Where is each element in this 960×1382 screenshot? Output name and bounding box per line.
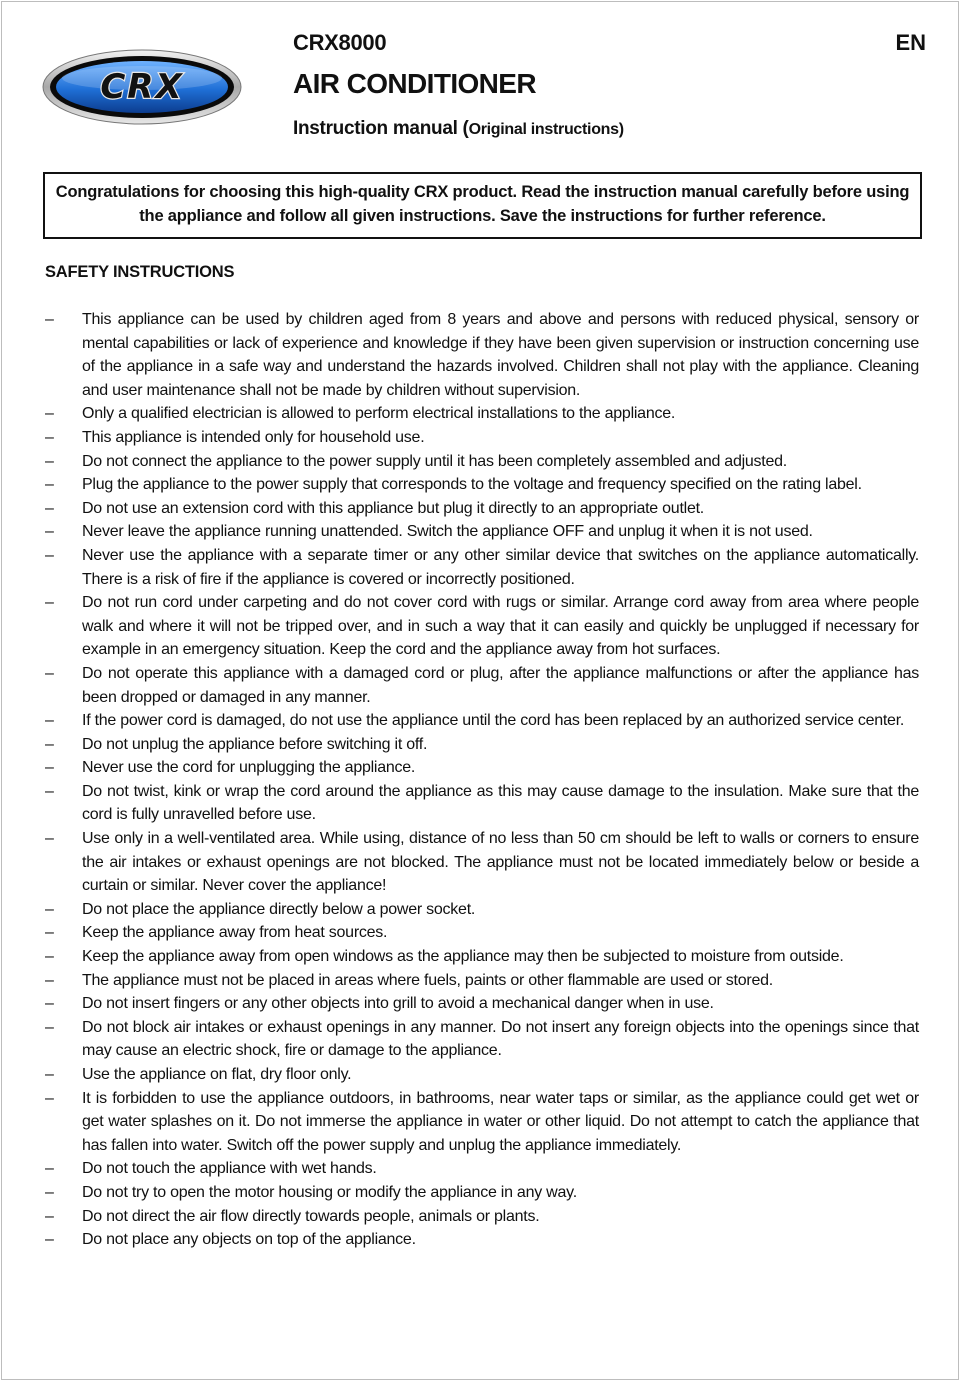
- list-bullet: –: [45, 1018, 54, 1036]
- list-bullet: –: [45, 452, 54, 470]
- safety-instruction-item: [45, 450, 919, 474]
- safety-instruction-item: [45, 921, 919, 945]
- safety-instruction-text: Only a qualified electrician is allowed to perform electrical installations to the appliance.: [82, 405, 676, 423]
- list-bullet: –: [45, 1089, 54, 1107]
- safety-instruction-item: [45, 308, 919, 402]
- document-page: [1, 1, 959, 1380]
- list-bullet: –: [45, 712, 54, 730]
- safety-instruction-item: [45, 662, 919, 709]
- safety-instruction-item: [45, 945, 919, 969]
- list-bullet: –: [45, 428, 54, 446]
- safety-instruction-item: [45, 426, 919, 450]
- safety-instruction-text: Do not place any objects on top of the appliance.: [82, 1231, 416, 1249]
- safety-instruction-item: [45, 591, 919, 662]
- safety-instruction-item: [45, 544, 919, 591]
- list-bullet: –: [45, 523, 54, 541]
- list-bullet: –: [45, 499, 54, 517]
- safety-instruction-text: Do not connect the appliance to the power supply until it has been completely assembled and adjusted.: [82, 452, 787, 470]
- list-bullet: –: [45, 594, 54, 612]
- list-bullet: –: [45, 948, 54, 966]
- manual-subtitle-main: Instruction manual (: [293, 118, 469, 139]
- safety-instruction-item: [45, 402, 919, 426]
- safety-instruction-item: [45, 733, 919, 757]
- list-bullet: –: [45, 900, 54, 918]
- safety-instruction-text: This appliance can be used by children aged from 8 years and above and persons with reduced physical, sensory or mental capabilities or lack of experience and knowledge if they have been given supervision or instruction concerning use of the appliance in a safe way and understand the hazards involved. Children shall not play with the appliance. Cleaning and user maintenance shall not be made by children without supervision.: [82, 311, 919, 399]
- safety-instructions-list: [45, 308, 919, 1252]
- safety-instruction-text: Keep the appliance away from open windows as the appliance may then be subjected to moisture from outside.: [82, 948, 844, 966]
- safety-instruction-item: [45, 709, 919, 733]
- crx-logo-text: CRX: [100, 67, 184, 107]
- safety-instruction-text: If the power cord is damaged, do not use the appliance until the cord has been replaced by an authorized service center.: [82, 712, 905, 730]
- list-bullet: –: [45, 759, 54, 777]
- safety-instruction-item: [45, 1063, 919, 1087]
- safety-instruction-text: Do not touch the appliance with wet hands.: [82, 1160, 377, 1178]
- list-bullet: –: [45, 664, 54, 682]
- list-bullet: –: [45, 1231, 54, 1249]
- list-bullet: –: [45, 476, 54, 494]
- safety-instruction-item: [45, 780, 919, 827]
- safety-instruction-text: Do not unplug the appliance before switching it off.: [82, 735, 428, 753]
- list-bullet: –: [45, 1183, 54, 1201]
- safety-instruction-text: Do not block air intakes or exhaust openings in any manner. Do not insert any foreign objects into the openings since that may cause an electric shock, fire or damage to the appliance.: [82, 1018, 919, 1060]
- congratulations-notice: Congratulations for choosing this high-quality CRX product. Read the instruction manual carefully before using the appliance and follow all given instructions. Save the instructions for further reference.: [43, 172, 922, 239]
- safety-instruction-text: It is forbidden to use the appliance outdoors, in bathrooms, near water taps or similar, as the appliance could get wet or get water splashes on it. Do not immerse the appliance in water or other liquid. Do not attempt to catch the appliance that has fallen into water. Switch off the power supply and unplug the appliance immediately.: [82, 1089, 919, 1154]
- safety-instruction-item: [45, 1016, 919, 1063]
- safety-instruction-text: Do not use an extension cord with this appliance but plug it directly to an appropriate outlet.: [82, 499, 704, 517]
- product-title: AIR CONDITIONER: [293, 68, 537, 99]
- safety-instruction-item: [45, 992, 919, 1016]
- safety-instruction-item: [45, 1228, 919, 1252]
- language-code: EN: [895, 30, 926, 55]
- list-bullet: –: [45, 1066, 54, 1083]
- safety-instruction-item: [45, 497, 919, 521]
- section-title-safety: SAFETY INSTRUCTIONS: [45, 263, 235, 281]
- safety-instruction-text: Do not run cord under carpeting and do not cover cord with rugs or similar. Arrange cord away from area where people walk and where it will not be tripped over, and in such a way that it can easily and quickly be unplugged if necessary for example in an emergency situation. Keep the cord and the appliance away from hot surfaces.: [82, 594, 919, 659]
- list-bullet: –: [45, 311, 54, 328]
- safety-instruction-text: Never use the appliance with a separate timer or any other similar device that switches on the appliance automatically. There is a risk of fire if the appliance is covered or incorrectly positioned.: [82, 546, 919, 588]
- safety-instruction-item: [45, 520, 919, 544]
- list-bullet: –: [45, 995, 54, 1013]
- safety-instruction-text: Do not insert fingers or any other objects into grill to avoid a mechanical danger when in use.: [82, 995, 714, 1013]
- safety-instruction-text: Do not place the appliance directly below a power socket.: [82, 900, 476, 918]
- safety-instruction-text: Use only in a well-ventilated area. While using, distance of no less than 50 cm should be left to walls or corners to ensure the air intakes or exhaust openings are not blocked. The appliance must not be located immediately below or beside a curtain or similar. Never cover the appliance!: [82, 830, 919, 895]
- safety-instruction-item: [45, 473, 919, 497]
- safety-instruction-text: Do not operate this appliance with a damaged cord or plug, after the appliance malfunctions or after the appliance has been dropped or damaged in any manner.: [82, 664, 919, 706]
- safety-instruction-item: [45, 756, 919, 780]
- model-number: CRX8000: [293, 30, 387, 55]
- safety-instruction-text: The appliance must not be placed in areas where fuels, paints or other flammable are used or stored.: [82, 971, 773, 989]
- list-bullet: –: [45, 1207, 54, 1225]
- safety-instruction-item: [45, 1181, 919, 1205]
- safety-instruction-text: Never leave the appliance running unattended. Switch the appliance OFF and unplug it when it is not used.: [82, 523, 813, 541]
- safety-instruction-text: Keep the appliance away from heat sources.: [82, 924, 388, 942]
- safety-instruction-text: This appliance is intended only for household use.: [82, 428, 425, 446]
- list-bullet: –: [45, 782, 54, 800]
- safety-instruction-text: Plug the appliance to the power supply that corresponds to the voltage and frequency specified on the rating label.: [82, 476, 862, 494]
- list-bullet: –: [45, 735, 54, 753]
- safety-instruction-text: Do not twist, kink or wrap the cord around the appliance as this may cause damage to the insulation. Make sure that the cord is fully unravelled before use.: [82, 782, 919, 824]
- list-bullet: –: [45, 405, 54, 423]
- manual-subtitle: [293, 118, 624, 140]
- safety-instruction-text: Never use the cord for unplugging the appliance.: [82, 759, 416, 777]
- safety-instruction-item: [45, 827, 919, 898]
- crx-logo: [42, 48, 242, 126]
- safety-instruction-text: Do not try to open the motor housing or modify the appliance in any way.: [82, 1183, 577, 1201]
- list-bullet: –: [45, 830, 54, 848]
- manual-subtitle-note: Original instructions): [468, 121, 624, 138]
- safety-instruction-item: [45, 1087, 919, 1158]
- list-bullet: –: [45, 546, 54, 564]
- safety-instruction-text: Do not direct the air flow directly towards people, animals or plants.: [82, 1207, 540, 1225]
- safety-instruction-text: Use the appliance on flat, dry floor only.: [82, 1066, 352, 1083]
- safety-instruction-item: [45, 898, 919, 922]
- list-bullet: –: [45, 1160, 54, 1178]
- list-bullet: –: [45, 924, 54, 942]
- safety-instruction-item: [45, 1157, 919, 1181]
- list-bullet: –: [45, 971, 54, 989]
- safety-instruction-item: [45, 969, 919, 993]
- safety-instruction-item: [45, 1205, 919, 1229]
